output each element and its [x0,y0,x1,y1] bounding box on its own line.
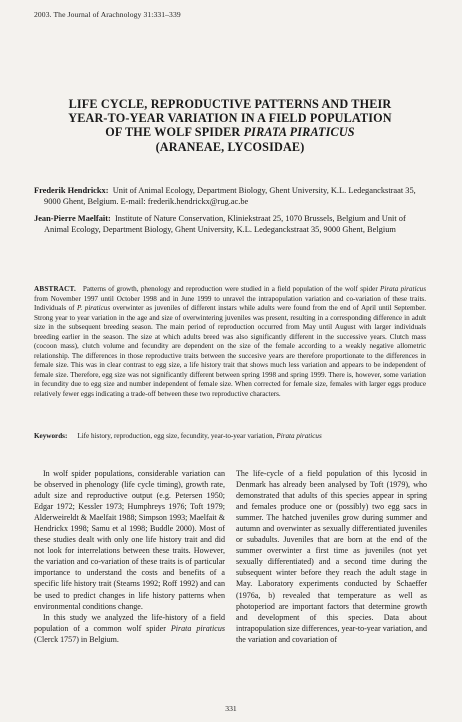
title-line: OF THE WOLF SPIDER PIRATA PIRATICUS [105,125,355,140]
author-name: Frederik Hendrickx: [34,186,109,195]
title-line: (ARANEAE, LYCOSIDAE) [155,139,305,154]
author-affiliation: Institute of Nature Conservation, Kliniekstraat 25, 1070 Brussels, Belgium and Unit of Animal Ecology, Department Biology, Ghent University, K.L. Ledeganckstraat 35, 9000 Ghent, Belgium [44,214,406,234]
keywords-text: Life history, reproduction, egg size, fecundity, year-to-year variation, Pirata piraticus [77,432,322,440]
author-name: Jean-Pierre Maelfait: [34,214,111,224]
keywords-label: Keywords: [34,432,68,440]
author-block [34,186,426,242]
body-column-left [34,468,225,645]
title-line: YEAR-TO-YEAR VARIATION IN A FIELD POPULATION [68,111,392,126]
abstract [34,285,426,400]
title-species: PIRATA PIRATICUS [243,125,355,140]
author-entry [34,186,426,207]
author-affiliation: Unit of Animal Ecology, Department Biology, Ghent University, K.L. Ledeganckstraat 35, 9000 Ghent, Belgium. E-mail: frederik.hendrickx@rug.ac.be [44,186,416,206]
article-title [34,97,426,154]
body-paragraph: In this study we analyzed the life-history of a field population of a common wolf spider Pirata piraticus (Clerck 1757) in Belgium. [34,612,225,644]
body-column-right [236,468,427,645]
body-paragraph: In wolf spider populations, considerable variation can be observed in phenology (life cycle timing), growth rate, adult size and reproductive output (e.g. Petersen 1950; Edgar 1972; Kessler 1973; Humphreys 1976; Toft 1979; Alderweireldt & Maelfait 1988; Simpson 1993; Maelfait & Hendrickx 1998; Samu et al 1998; Buddle 2000). Most of these studies dealt with only one life history trait and did not look for interrelations between these traits. However, the variation and co-variation of these traits is of particular importance to understand the costs and benefits of a specific life history trait (Stearns 1992; Roff 1992) and can be used to predict changes in life history patterns when environmental conditions change. [34,469,225,611]
author-entry [34,214,426,235]
keywords [34,432,426,442]
abstract-label: ABSTRACT. [34,285,76,293]
journal-header: 2003. The Journal of Arachnology 31:331–339 [34,10,181,19]
abstract-text: Patterns of growth, phenology and reproduction were studied in a field population of the wolf spider Pirata piraticus from November 1997 until October 1998 and in June 1999 to unravel the intrapopulation variation and co-variation of these traits. Individuals of P. piraticus overwinter as juveniles of different instars while adults were found from the end of April until September. Strong year to year variation in the age and size of overwintering juveniles was present, resulting in a corresponding difference in adult size in the subsequent breeding season. The main period of reproduction occurred from May until August with larger individuals breeding earlier in the season. The size at which adults breed was also significantly different in the successive years. Clutch mass (cocoon mass), clutch volume and fecundity are dependent on the size of the female according to a weakly negative allometric relationship. The differences in those reproductive traits between the succesive years are therefore proportionate to the differences in female size. This was in clear contrast to egg size, a life history trait that shows much less variation and appears to be independent of female size. Therefore, egg size was not significantly different between spring 1998 and spring 1999. There is, however, some variation in fecundity due to egg size and number independent of female size. When corrected for female size, females with larger eggs produce relatively fewer eggs indicating a trade-off between these two reproductive characters. [34,285,427,399]
body-paragraph: The life-cycle of a field population of this lycosid in Denmark has already been analysed by Toft (1979), who demonstrated that adults of this species appear in spring and females produce one or (possibly) two egg sacs in summer. The hatched juveniles grow during summer and autumn and overwinter as sexually differentiated juveniles or subadults. Juveniles that are born at the end of the summer overwinter a first time as juveniles (not yet sexually differentiated) and a second time during the subsequent winter before they reach the adult stage in May. Laboratory experiments conducted by Schaeffer (1976a, b) revealed that temperature as well as photoperiod are important factors that determine growth and development of this species. Data about intrapopulation size differences, year-to-year variation, and the variation and covariation of [236,469,427,644]
title-line: LIFE CYCLE, REPRODUCTIVE PATTERNS AND THEIR [68,97,392,111]
page-number: 331 [225,704,237,713]
